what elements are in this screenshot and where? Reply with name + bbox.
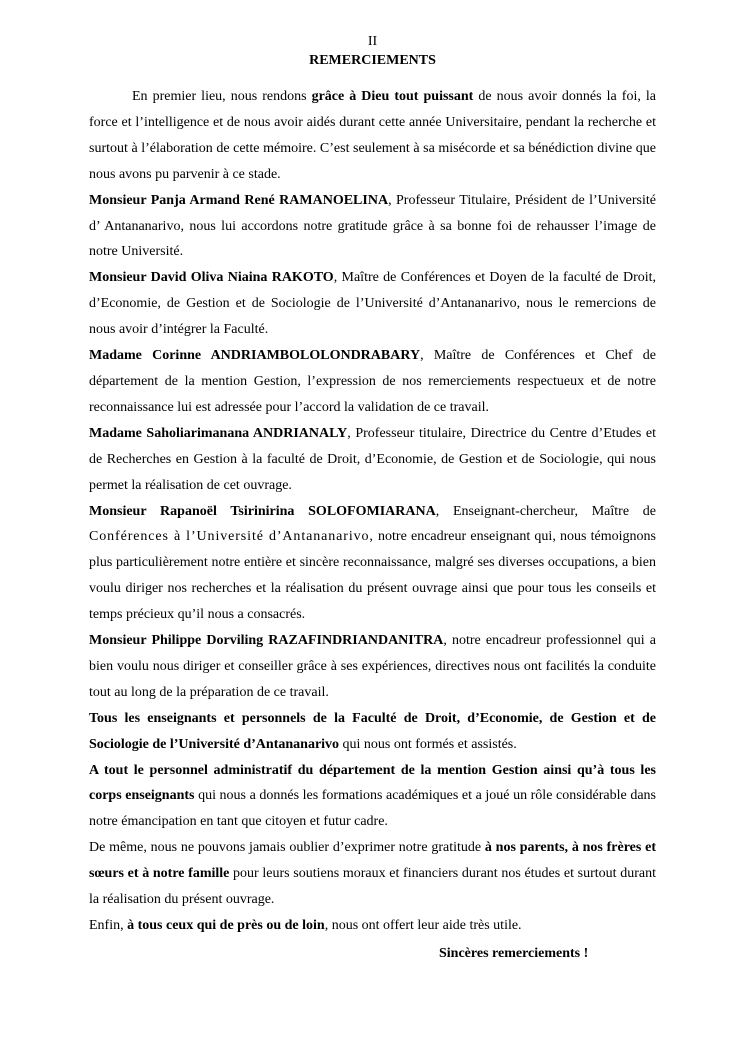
intro-text-start: En premier lieu, nous rendons [132, 89, 312, 104]
paragraph-professional-supervisor [89, 628, 656, 706]
paragraph-academic-supervisor [89, 499, 656, 629]
intro-paragraph [89, 84, 656, 188]
acknowledgements-body [89, 84, 656, 939]
paragraph-text: , Enseignant-chercheur, Maître de [435, 503, 656, 519]
paragraph-administrative-staff [89, 758, 656, 836]
paragraph-text: qui nous ont formés et assistés. [339, 736, 517, 752]
paragraph-everyone [89, 913, 656, 939]
paragraph-text: notre encadreur enseignant qui, nous témoignons plus particulièrement notre entière et sincère reconnaissance, malgré ses diverses occupations, a bien voulu diriger nos recherches et la réalisation du présent ouvrage ainsi que pour tous les conseils et temps précieux qu’il nous a consacrés. [89, 529, 656, 623]
paragraph-text: , Professeur titulaire, Directrice du Centre d’Etudes et de Recherches en Gestion à la faculté de Droit, d’Economie, de Gestion et de Sociologie, qui nous permet la réalisation de cet ouvrage. [89, 425, 656, 493]
bold-phrase: A tout le personnel administratif du département de la mention Gestion ainsi qu’à tous les corps enseignants [89, 762, 656, 804]
person-name: Monsieur Rapanoël Tsirinirina SOLOFOMIARANA [89, 503, 436, 519]
person-name: Madame Corinne ANDRIAMBOLOLONDRABARY [89, 348, 421, 364]
closing-line: Sincères remerciements ! [439, 946, 589, 961]
person-name: Madame Saholiarimanana ANDRIANALY [89, 425, 348, 441]
paragraph-text-spaced: Conférences à l’Université d’Antananarivo, [89, 529, 374, 545]
paragraph-research-director [89, 421, 656, 499]
paragraph-text: , Maître de Conférences et Doyen de la faculté de Droit, d’Economie, de Gestion et de Sociologie de l’Université d’Antananarivo, nous le remercions de nous avoir d’intégrer la Faculté. [89, 270, 657, 338]
paragraph-faculty-staff [89, 706, 656, 758]
paragraph-text: De même, nous ne pouvons jamais oublier d’exprimer notre gratitude [89, 840, 485, 856]
bold-phrase: Tous les enseignants et personnels de la Faculté de Droit, d’Economie, de Gestion et de Sociologie de l’Université d’Antananarivo [89, 710, 656, 752]
paragraph-text: , Professeur Titulaire, Président de l’Université d’ Antananarivo, nous lui accordons notre gratitude grâce à sa bonne foi de rehausser l’image de notre Université. [89, 192, 656, 260]
paragraph-text: pour leurs soutiens moraux et financiers durant nos études et surtout durant la réalisation du présent ouvrage. [89, 866, 656, 908]
person-name: Monsieur David Oliva Niaina RAKOTO [89, 270, 334, 286]
paragraph-text: , notre encadreur professionnel qui a bien voulu nous diriger et conseiller grâce à ses expériences, directives nous ont facilités la conduite tout au long de la préparation de ce travail. [89, 633, 656, 700]
person-name: Monsieur Panja Armand René RAMANOELINA [89, 192, 389, 208]
intro-bold-phrase: grâce à Dieu tout puissant [311, 89, 474, 104]
person-name: Monsieur Philippe Dorviling RAZAFINDRIANDANITRA [89, 633, 444, 649]
page-number: II [367, 34, 378, 49]
paragraph-text: Enfin, [89, 918, 128, 933]
paragraph-department-head [89, 343, 656, 421]
paragraph-text: , nous ont offert leur aide très utile. [324, 918, 522, 933]
paragraph-dean [89, 265, 656, 343]
paragraph-president [89, 188, 656, 266]
paragraph-family [89, 835, 656, 913]
bold-phrase: à tous ceux qui de près ou de loin [127, 918, 325, 933]
intro-text-end: de nous avoir donnés la foi, la force et l’intelligence et de nous avoir aidés durant cette année Universitaire, pendant la recherche et surtout à l’élaboration de cette mémoire. C’est seulement à sa misécorde et sa bénédiction divine que nous avons pu parvenir à ce stade. [89, 89, 656, 182]
paragraph-text: qui nous a donnés les formations académiques et a joué un rôle considérable dans notre émancipation en tant que citoyen et futur cadre. [89, 788, 656, 830]
bold-phrase: à nos parents, à nos frères et sœurs et à notre famille [89, 840, 656, 882]
paragraph-text: , Maître de Conférences et Chef de département de la mention Gestion, l’expression de nos remerciements respectueux et de notre reconnaissance lui est adressée pour l’accord la validation de ce travail. [89, 348, 657, 415]
page-title: REMERCIEMENTS [309, 53, 436, 68]
